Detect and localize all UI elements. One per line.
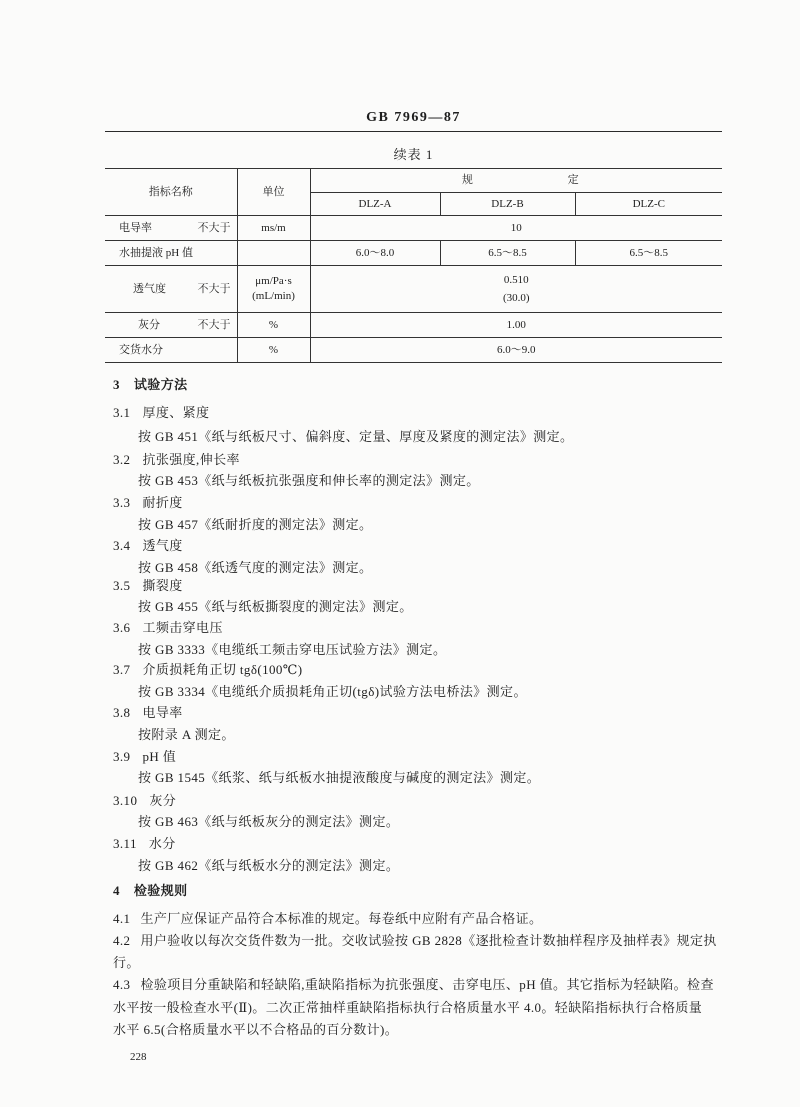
- subsection-body: 按 GB 3334《电缆纸介质损耗角正切(tgδ)试验方法电桥法》测定。: [138, 684, 527, 699]
- subsection-body: 按 GB 458《纸透气度的测定法》测定。: [138, 560, 373, 575]
- page-number: 228: [130, 1051, 147, 1063]
- clause-line: [113, 976, 714, 994]
- subsection-heading: [113, 835, 176, 853]
- table-row: [105, 266, 722, 313]
- subsection-title: 水分: [148, 836, 176, 851]
- subsection-heading: [113, 661, 302, 679]
- col-header-grade-b: DLZ-B: [440, 193, 575, 216]
- table-row: [105, 313, 722, 338]
- col-header-name: 指标名称: [105, 169, 237, 216]
- row-qualifier: 不大于: [197, 282, 231, 295]
- row-name-cell: [105, 216, 237, 241]
- subsection-heading: [113, 494, 183, 512]
- section-heading: [113, 882, 188, 900]
- row-value: 0.510: [503, 273, 529, 286]
- subsection-heading: [113, 451, 240, 469]
- col-header-grade-c: DLZ-C: [575, 193, 722, 216]
- row-value-grade-c: 6.5～8.5: [575, 241, 722, 266]
- subsection-heading: [113, 748, 176, 766]
- row-unit: μm/Pa·s: [255, 275, 292, 287]
- subsection-heading: [113, 704, 183, 722]
- subsection-number: 3.6: [113, 620, 131, 635]
- row-unit-cell: [237, 266, 310, 313]
- subsection-number: 3.3: [113, 495, 131, 510]
- table-row: [105, 241, 722, 266]
- subsection-title: 透气度: [142, 538, 183, 553]
- section-heading: [113, 376, 188, 394]
- row-name-cell: [105, 241, 237, 266]
- row-value-cell: [310, 266, 722, 313]
- subsection-body: 按附录 A 测定。: [138, 727, 235, 742]
- subsection-heading: [113, 792, 176, 810]
- subsection-number: 3.2: [113, 452, 131, 467]
- subsection-title: 撕裂度: [142, 578, 183, 593]
- row-name: 灰分: [138, 318, 160, 331]
- row-value-alt: (30.0): [502, 291, 530, 304]
- col-header-grade-a: DLZ-A: [310, 193, 440, 216]
- clause-text: 生产厂应保证产品符合本标准的规定。每卷纸中应附有产品合格证。: [140, 911, 543, 926]
- clause-line: [113, 910, 542, 928]
- subsection-body: 按 GB 455《纸与纸板撕裂度的测定法》测定。: [138, 599, 413, 614]
- subsection-body: 按 GB 462《纸与纸板水分的测定法》测定。: [138, 858, 400, 873]
- row-value-grade-b: 6.5～8.5: [440, 241, 575, 266]
- clause-number: 4.3: [113, 977, 131, 992]
- subsection-heading: [113, 577, 183, 595]
- subsection-heading: [113, 619, 223, 637]
- row-unit: %: [237, 338, 310, 363]
- subsection-title: 灰分: [149, 793, 177, 808]
- subsection-body: 按 GB 451《纸与纸板尺寸、偏斜度、定量、厚度及紧度的测定法》测定。: [138, 429, 574, 444]
- subsection-number: 3.9: [113, 749, 131, 764]
- clause-text: 检验项目分重缺陷和轻缺陷,重缺陷指标为抗张强度、击穿电压、pH 值。其它指标为轻缺陷。检查: [140, 977, 714, 992]
- row-qualifier: 不大于: [197, 221, 231, 234]
- table-caption: 续表 1: [393, 147, 434, 162]
- table-row: [105, 338, 722, 363]
- subsection-body: 按 GB 453《纸与纸板抗张强度和伸长率的测定法》测定。: [138, 473, 480, 488]
- clause-number: 4.2: [113, 933, 131, 948]
- subsection-title: 厚度、紧度: [142, 405, 210, 420]
- subsection-title: 耐折度: [142, 495, 183, 510]
- standard-code: GB 7969—87: [366, 110, 461, 125]
- section-title: 试验方法: [133, 377, 188, 392]
- subsection-body: 按 GB 1545《纸浆、纸与纸板水抽提液酸度与碱度的测定法》测定。: [138, 770, 541, 785]
- subsection-body: 按 GB 463《纸与纸板灰分的测定法》测定。: [138, 814, 400, 829]
- row-qualifier: 不大于: [197, 318, 231, 331]
- subsection-title: 抗张强度,伸长率: [142, 452, 240, 467]
- clause-line: [113, 932, 717, 950]
- subsection-title: pH 值: [142, 749, 177, 764]
- subsection-body: 按 GB 457《纸耐折度的测定法》测定。: [138, 517, 373, 532]
- subsection-title: 工频击穿电压: [142, 620, 223, 635]
- section-title: 检验规则: [133, 883, 188, 898]
- clause-line: 水平 6.5(合格质量水平以不合格品的百分数计)。: [113, 1022, 399, 1037]
- subsection-heading: [113, 537, 183, 555]
- spec-table-grid: [105, 168, 722, 363]
- table-row: [105, 216, 722, 241]
- row-value: 10: [310, 216, 722, 241]
- row-name-cell: [105, 266, 237, 313]
- row-unit: ms/m: [237, 216, 310, 241]
- row-unit: %: [237, 313, 310, 338]
- clause-line: 水平按一般检查水平(Ⅱ)。二次正常抽样重缺陷指标执行合格质量水平 4.0。轻缺陷指标执行合格质量: [113, 1000, 703, 1015]
- header-rule: [105, 131, 722, 132]
- row-value-grade-a: 6.0～8.0: [310, 241, 440, 266]
- subsection-number: 3.7: [113, 662, 131, 677]
- row-name: 透气度: [133, 282, 166, 295]
- section-number: 4: [113, 883, 120, 898]
- subsection-number: 3.4: [113, 538, 131, 553]
- col-header-spec: 规 定: [310, 169, 722, 193]
- subsection-body: 按 GB 3333《电缆纸工频击穿电压试验方法》测定。: [138, 642, 447, 657]
- row-value: 6.0～9.0: [310, 338, 722, 363]
- subsection-title: 介质损耗角正切 tgδ(100℃): [142, 662, 303, 677]
- subsection-number: 3.10: [113, 793, 138, 808]
- table-header-row: [105, 169, 722, 193]
- col-header-unit: 单位: [237, 169, 310, 216]
- row-name: 交货水分: [119, 343, 163, 356]
- subsection-number: 3.11: [113, 836, 137, 851]
- clause-text: 用户验收以每次交货件数为一批。交收试验按 GB 2828《逐批检查计数抽样程序及抽样表》规定执: [140, 933, 717, 948]
- clause-number: 4.1: [113, 911, 131, 926]
- section-number: 3: [113, 377, 120, 392]
- subsection-number: 3.1: [113, 405, 131, 420]
- row-name-cell: [105, 338, 237, 363]
- row-unit: [237, 241, 310, 266]
- subsection-heading: [113, 404, 209, 422]
- row-name: 水抽提液 pH 值: [119, 246, 193, 259]
- row-name-cell: [105, 313, 237, 338]
- row-name: 电导率: [119, 221, 152, 234]
- subsection-title: 电导率: [142, 705, 183, 720]
- clause-line: 行。: [113, 955, 140, 970]
- subsection-number: 3.8: [113, 705, 131, 720]
- spec-table: [105, 168, 722, 363]
- row-unit-alt: (mL/min): [252, 290, 295, 302]
- row-value: 1.00: [310, 313, 722, 338]
- subsection-number: 3.5: [113, 578, 131, 593]
